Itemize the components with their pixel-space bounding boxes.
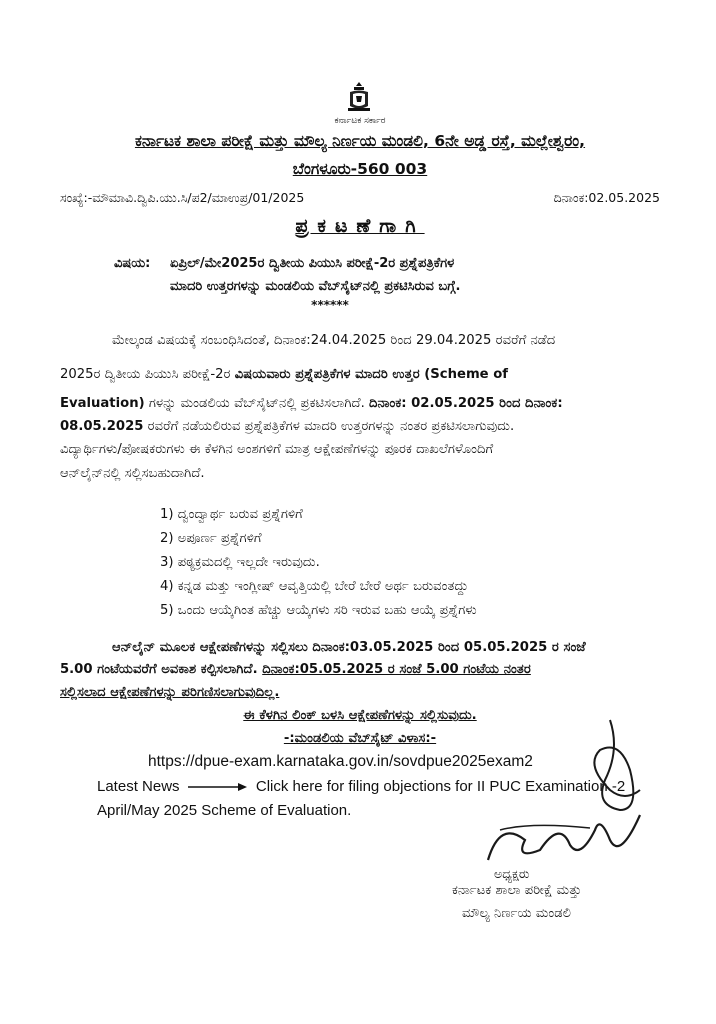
objection-link[interactable]: Click here for filing objections for II PUC Examination -2 [255, 778, 626, 795]
subject-label: ವಿಷಯ: [114, 256, 151, 271]
subject-line2: ಮಾದರಿ ಉತ್ತರಗಳನ್ನು ಮಂಡಲಿಯ ವೆಬ್‌ಸೈಟ್‌ನಲ್ಲಿ ಪ್ರಕಟಿಸಿರುವ ಬಗ್ಗೆ. [170, 279, 461, 294]
latest-news-label: Latest News [97, 778, 180, 795]
body-text-bold: 08.05.2025 [60, 419, 144, 434]
government-label: ಕರ್ನಾಟಕ ಸರ್ಕಾರ [334, 116, 386, 126]
body-text: ರವರೆಗೆ ನಡೆಯಲಿರುವ ಪ್ರಶ್ನೆಪತ್ರಿಕೆಗಳ ಮಾದರಿ ಉತ್ತರಗಳನ್ನು ನಂತರ ಪ್ರಕಟಿಸಲಾಗುವುದು. [143, 419, 515, 434]
online-line3 [60, 685, 279, 700]
link-instruction: ಈ ಕೆಳಗಿನ ಲಿಂಕ್ ಬಳಸಿ ಆಕ್ಷೇಪಣೆಗಳನ್ನು ಸಲ್ಲಿಸುವುದು. [243, 708, 477, 723]
list-item: 2) ಅಪೂರ್ಣ ಪ್ರಶ್ನೆಗಳಿಗೆ [160, 531, 262, 546]
online-text-underlined: ಸಲ್ಲಿಸಲಾದ ಆಕ್ಷೇಪಣೆಗಳನ್ನು ಪರಿಗಣಿಸಲಾಗುವುದಿಲ್ಲ. [60, 685, 280, 700]
online-text: 5.00 ಗಂಟೆಯವರೆಗೆ ಅವಕಾಶ ಕಲ್ಪಿಸಲಾಗಿದೆ. [60, 662, 263, 677]
website-url-link[interactable]: https://dpue-exam.karnataka.gov.in/sovdpue2025exam2 [148, 753, 533, 770]
body-text-bold: ವಿಷಯವಾರು ಪ್ರಶ್ನೆಪತ್ರಿಕೆಗಳ ಮಾದರಿ ಉತ್ತರ (Scheme of [234, 367, 509, 382]
body-text-bold: ದಿನಾಂಕ: 02.05.2025 ರಿಂದ ದಿನಾಂಕ: [368, 396, 563, 411]
body-line: ವಿದ್ಯಾರ್ಥಿಗಳು/ಪೋಷಕರುಗಳು ಈ ಕೆಳಗಿನ ಅಂಶಗಳಿಗೆ ಮಾತ್ರ ಆಕ್ಷೇಪಣೆಗಳನ್ನು ಪೂರಕ ದಾಖಲೆಗಳೊಂದಿಗೆ [60, 442, 494, 457]
list-item: 1) ದ್ವಂದ್ವಾರ್ಥ ಬರುವ ಪ್ರಶ್ನೆಗಳಿಗೆ [160, 507, 303, 522]
notice-title: ಪ್ರಕಟಣೆಗಾಗಿ [295, 215, 425, 237]
signatory-org-line1: ಕರ್ನಾಟಕ ಶಾಲಾ ಪರೀಕ್ಷೆ ಮತ್ತು [452, 883, 582, 898]
subject-line1: ಏಪ್ರಿಲ್/ಮೇ2025ರ ದ್ವಿತೀಯ ಪಿಯುಸಿ ಪರೀಕ್ಷೆ-2ರ ಪ್ರಶ್ನೆಪತ್ರಿಕೆಗಳ [170, 256, 455, 271]
online-line2 [60, 662, 531, 677]
body-line: ಮೇಲ್ಕಂಡ ವಿಷಯಕ್ಕೆ ಸಂಬಂಧಿಸಿದಂತೆ, ದಿನಾಂಕ:24.04.2025 ರಿಂದ 29.04.2025 ರವರೆಗೆ ನಡೆದ [112, 333, 556, 348]
body-line [60, 396, 563, 411]
objection-link-continued[interactable]: April/May 2025 Scheme of Evaluation. [97, 802, 352, 819]
separator: ****** [311, 298, 349, 312]
reference-date: ದಿನಾಂಕ:02.05.2025 [553, 190, 660, 205]
body-line [60, 367, 508, 382]
body-text: ಗಳನ್ನು ಮಂಡಲಿಯ ವೆಬ್‌ಸೈಟ್‌ನಲ್ಲಿ ಪ್ರಕಟಿಸಲಾಗಿದೆ. [144, 396, 369, 411]
board-address-line1: ಕರ್ನಾಟಕ ಶಾಲಾ ಪರೀಕ್ಷೆ ಮತ್ತು ಮೌಲ್ಯ ನಿರ್ಣಯ ಮಂಡಲಿ, 6ನೇ ಅಡ್ಡ ರಸ್ತೆ, ಮಲ್ಲೇಶ್ವರಂ, [134, 132, 586, 150]
board-address-line2: ಬೆಂಗಳೂರು-560 003 [292, 160, 428, 178]
karnataka-emblem-icon [344, 80, 374, 114]
body-line [60, 419, 514, 434]
website-heading: -:ಮಂಡಲಿಯ ವೆಬ್‌ಸೈಟ್ ವಿಳಾಸ:- [283, 731, 437, 746]
reference-number: ಸಂಖ್ಯೆ:-ಮೌಮಾವಿ.ದ್ವಿಪಿ.ಯು.ಸಿ/ಪ2/ಮಾಉಪ್ರ/01/2025 [60, 190, 305, 205]
right-arrow-icon [188, 782, 248, 792]
objection-points-list [160, 503, 477, 623]
body-line: ಆನ್‌ಲೈನ್‌ನಲ್ಲಿ ಸಲ್ಲಿಸಬಹುದಾಗಿದೆ. [60, 466, 205, 481]
online-text-underlined: ದಿನಾಂಕ:05.05.2025 ರ ಸಂಜೆ 5.00 ಗಂಟೆಯ ನಂತರ [262, 662, 531, 677]
list-item: 4) ಕನ್ನಡ ಮತ್ತು ಇಂಗ್ಲೀಷ್ ಆವೃತ್ತಿಯಲ್ಲಿ ಬೇರೆ ಬೇರೆ ಅರ್ಥ ಬರುವಂತದ್ದು [160, 579, 469, 594]
signature-image [470, 710, 670, 880]
signatory-org-line2: ಮೌಲ್ಯ ನಿರ್ಣಯ ಮಂಡಲಿ [462, 906, 572, 921]
body-text: 2025ರ ದ್ವಿತೀಯ ಪಿಯುಸಿ ಪರೀಕ್ಷೆ-2ರ [60, 367, 235, 382]
list-item: 5) ಒಂದು ಆಯ್ಕೆಗಿಂತ ಹೆಚ್ಚು ಆಯ್ಕೆಗಳು ಸರಿ ಇರುವ ಬಹು ಆಯ್ಕೆ ಪ್ರಶ್ನೆಗಳು [160, 603, 477, 618]
body-text-bold: Evaluation) [60, 396, 145, 411]
online-line1: ಆನ್‌ಲೈನ್ ಮೂಲಕ ಆಕ್ಷೇಪಣೆಗಳನ್ನು ಸಲ್ಲಿಸಲು ದಿನಾಂಕ:03.05.2025 ರಿಂದ 05.05.2025 ರ ಸಂಜೆ [112, 640, 586, 655]
signatory-title: ಅಧ್ಯಕ್ಷರು [494, 866, 530, 881]
list-item: 3) ಪಠ್ಯಕ್ರಮದಲ್ಲಿ ಇಲ್ಲದೇ ಇರುವುದು. [160, 555, 320, 570]
